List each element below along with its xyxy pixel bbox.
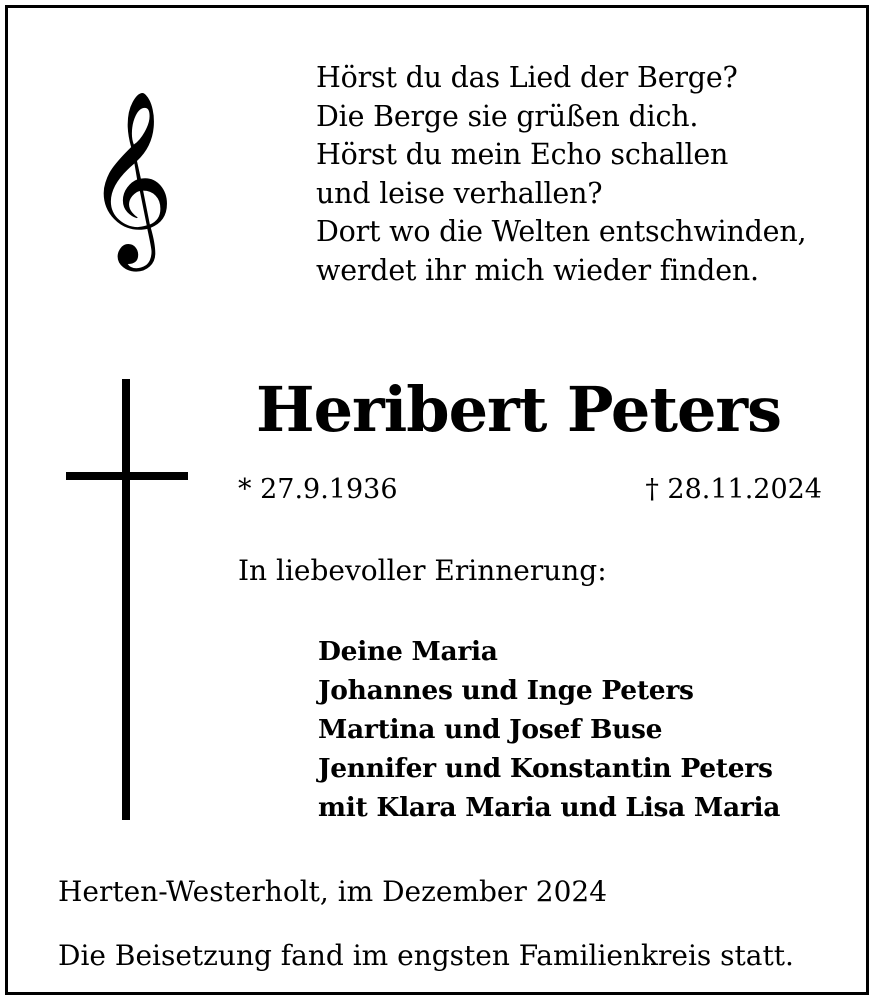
svg-text:𝄞: 𝄞 [85,90,175,264]
family-member: mit Klara Maria und Lisa Maria [318,792,781,823]
family-member: Deine Maria [318,636,498,667]
poem-line: Dort wo die Welten entschwinden, [316,215,807,248]
family-member: Martina und Josef Buse [318,714,663,745]
poem-line: Hörst du mein Echo schallen [316,138,729,171]
poem [316,59,806,290]
cross-vertical-bar [122,379,130,820]
deceased-name: Heribert Peters [256,373,781,446]
memory-heading: In liebevoller Erinnerung: [238,554,607,587]
poem-line: Die Berge sie grüßen dich. [316,99,699,133]
place-date: Herten-Westerholt, im Dezember 2024 [58,875,608,908]
poem-line: und leise verhallen? [316,176,603,210]
funeral-note: Die Beisetzung fand im engsten Familienkreis statt. [58,939,794,972]
treble-clef-icon [85,90,175,264]
poem-line: werdet ihr mich wieder finden. [316,253,759,287]
obituary-frame [5,5,869,995]
birth-date: * 27.9.1936 [238,474,398,505]
cross-icon [66,379,188,820]
family-list [318,632,780,827]
cross-horizontal-bar [66,472,188,480]
poem-line: Hörst du das Lied der Berge? [316,61,738,94]
death-date: † 28.11.2024 [645,474,822,505]
family-member: Jennifer und Konstantin Peters [318,753,773,784]
family-member: Johannes und Inge Peters [318,675,694,706]
